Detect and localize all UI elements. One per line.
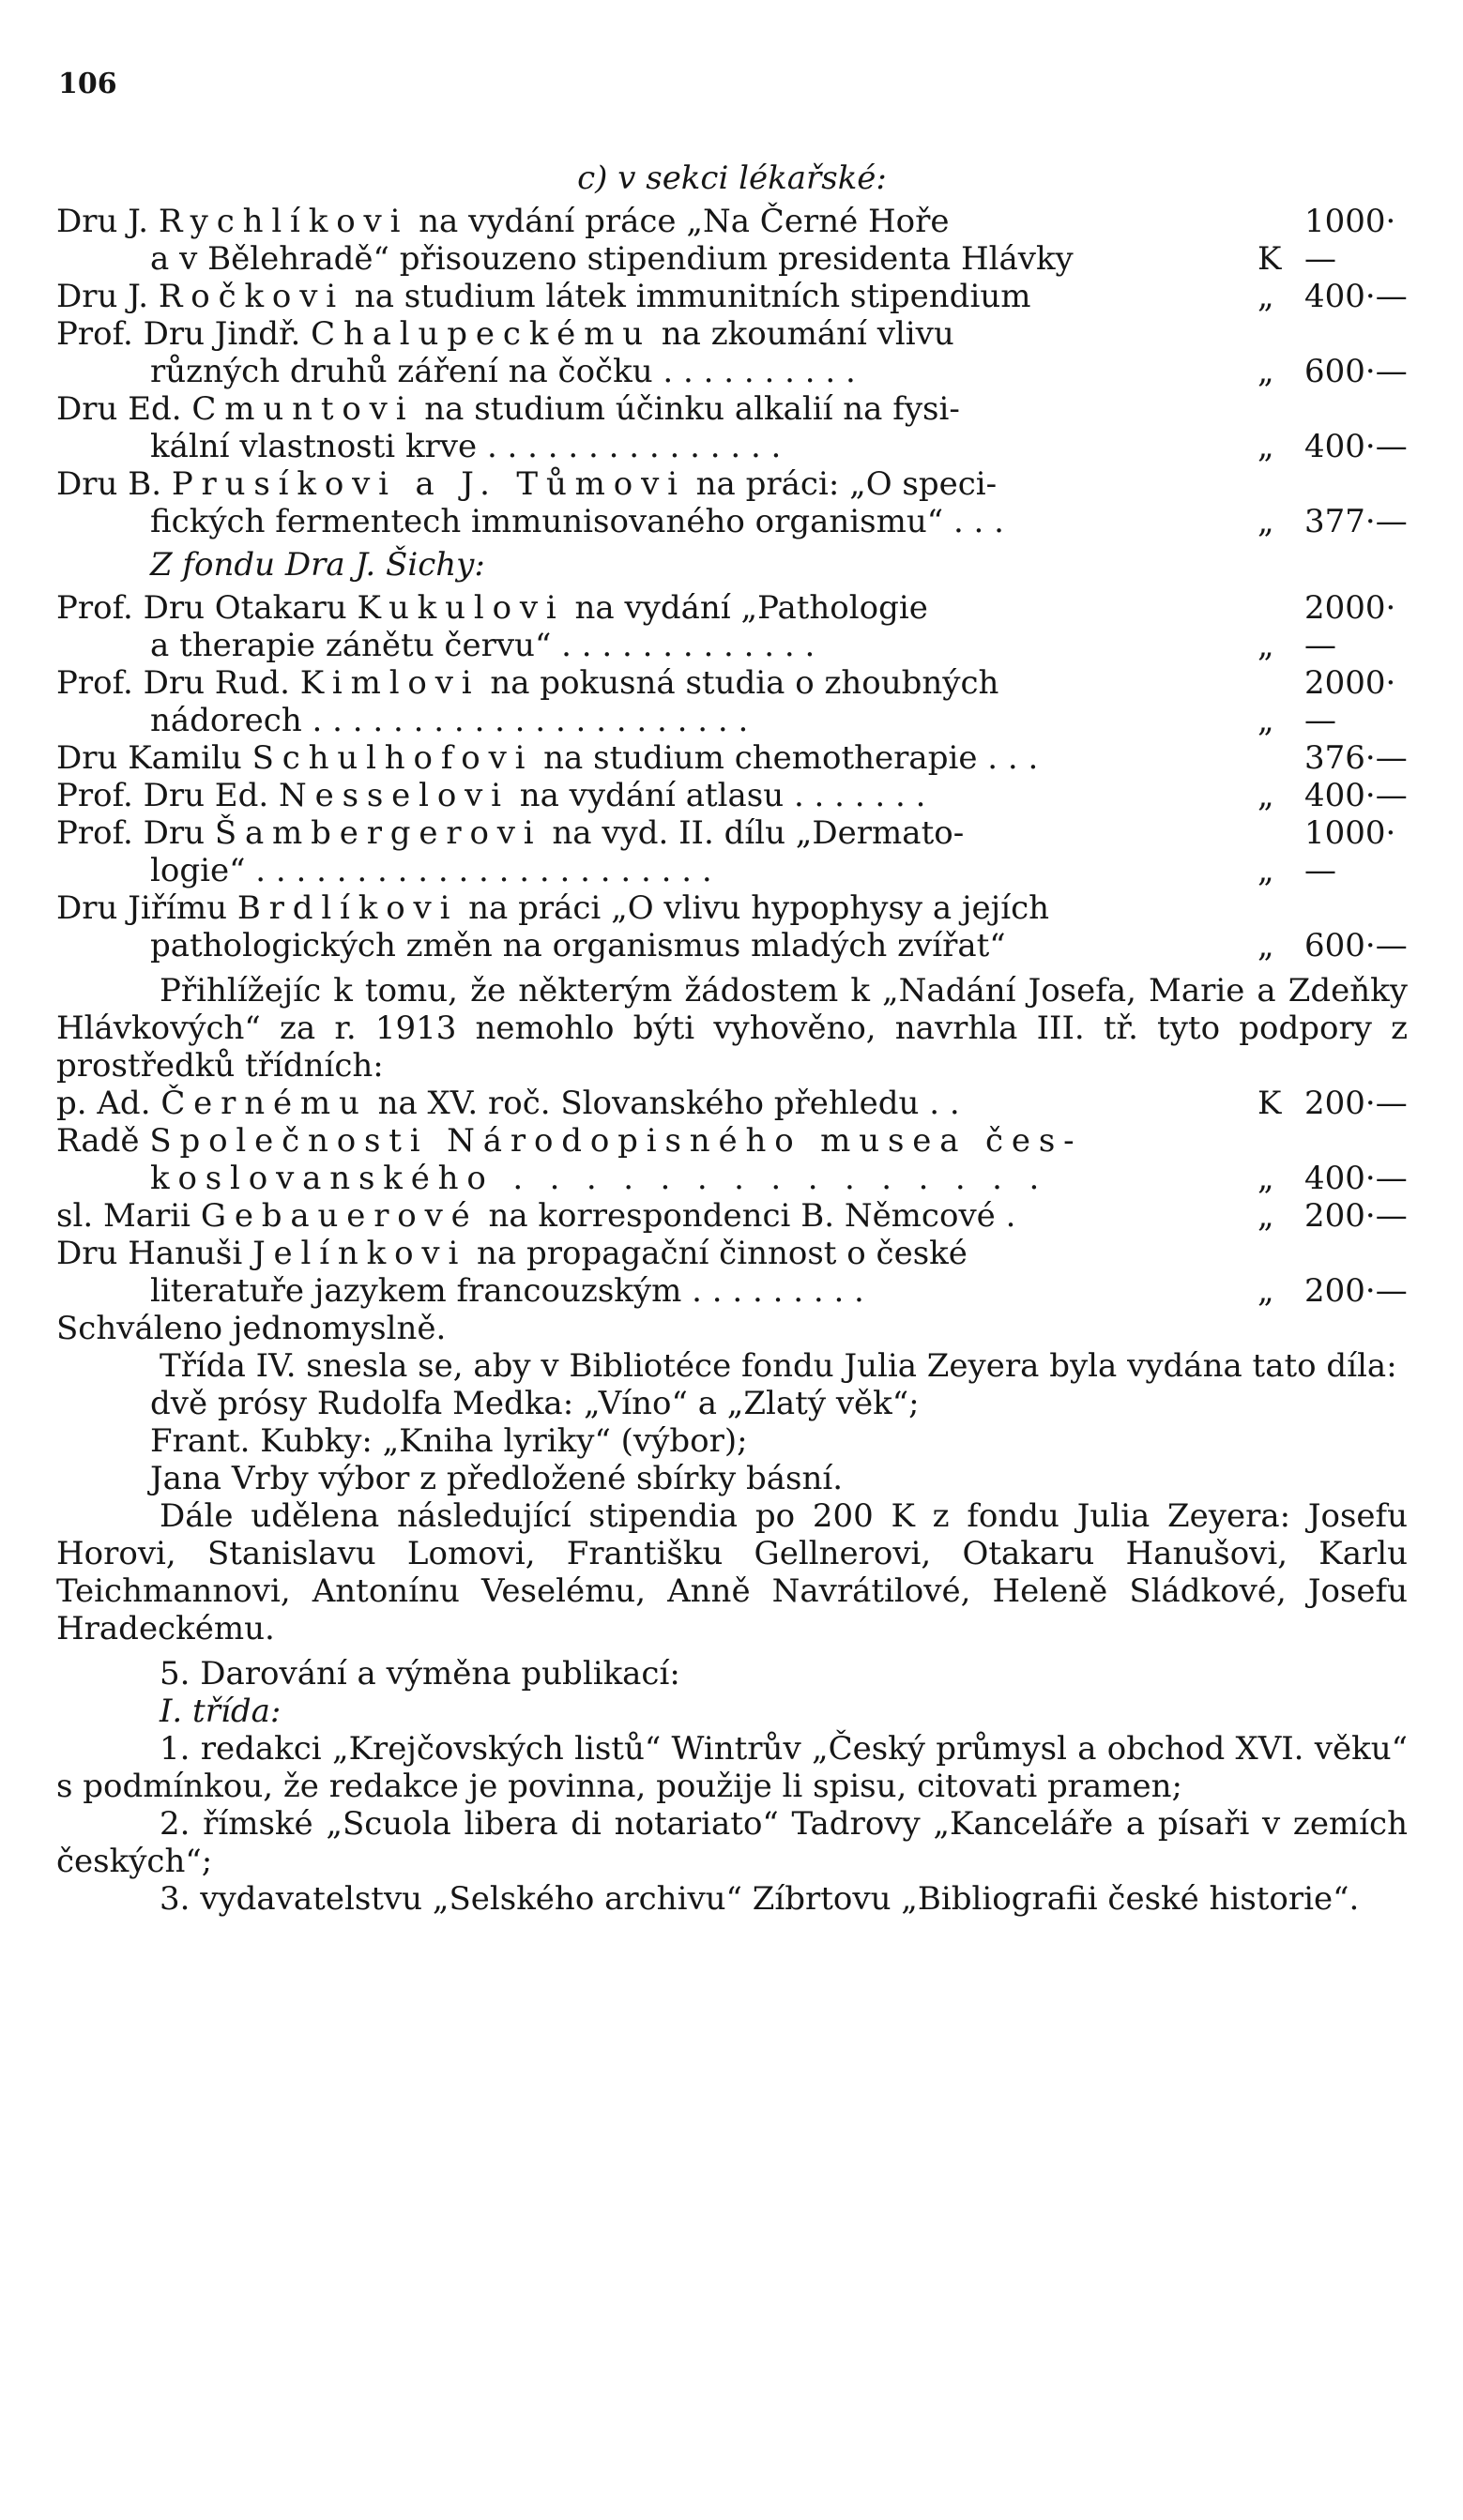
stipend-list-b (56, 589, 1408, 964)
amount: 400·— (1304, 428, 1408, 465)
fund-heading: Z fondu Dra J. Šichy: (150, 546, 485, 584)
stipend-entry: Prof. Dru Jindř. Chalupeckému na zkoumání vlivu různých druhů záření na čočku . . . . . . . . . . „ 600·— (56, 315, 1408, 390)
section5-title: 5. Darování a výměna publikací: (160, 1655, 680, 1693)
stipend-entry: Dru B. Prusíkovi a J. Tůmovi na práci: „O speci- fických fermentech immunisovaného organismu“ . . . „ 377·— (56, 465, 1408, 540)
stipend-entry: Dru J. Rychlíkovi na vydání práce „Na Černé Hoře a v Bělehradě“ přisouzeno stipendium presidenta Hlávky K 1000·— (56, 203, 1408, 278)
work-item: Jana Vrby výbor z předložené sbírky básní. (150, 1460, 844, 1497)
stipend-entry: Prof. Dru Šambergerovi na vyd. II. dílu „Dermato- logie“ . . . . . . . . . . . . . . . . . . . . . . . „ 1000·— (56, 814, 1408, 889)
amount: 1000·— (1304, 203, 1396, 278)
amount: 600·— (1304, 927, 1408, 964)
currency-mark: „ (1257, 777, 1274, 814)
donation-item: 2. římské „Scuola libera di notariato“ Tadrovy „Kanceláře a písaři v zemích českých“; (56, 1805, 1408, 1880)
approved-note: Schváleno jednomyslně. (56, 1310, 447, 1347)
amount: 600·— (1304, 353, 1408, 390)
stipend-list-a (56, 203, 1408, 540)
stipend-entry: Dru Ed. Cmuntovi na studium účinku alkalií na fysi- kální vlastnosti krve . . . . . . . . . . . . . . . „ 400·— (56, 390, 1408, 465)
amount: 200·— (1304, 1197, 1408, 1235)
support-list (56, 1085, 1408, 1310)
class1-title: I. třída: (160, 1693, 282, 1730)
stipend-entry: Prof. Dru Rud. Kimlovi na pokusná studia o zhoubných nádorech . . . . . . . . . . . . . . . . . . . . . . „ 2000·— (56, 664, 1408, 739)
class4-intro: Třída IV. snesla se, aby v Bibliotéce fondu Julia Zeyera byla vydána tato díla: (160, 1347, 1397, 1385)
paragraph-hlavka: Přihlížejíc k tomu, že některým žádostem k „Nadání Josefa, Marie a Zdeňky Hlávkových“ za r. 1913 nemohlo býti vyhověno, navrhla III. tř. tyto podpory z prostředků třídních: (56, 972, 1408, 1085)
currency-mark: „ (1257, 627, 1274, 664)
work-item: Frant. Kubky: „Kniha lyriky“ (výbor); (150, 1422, 748, 1460)
page-number: 106 (58, 68, 117, 100)
work-item: dvě prósy Rudolfa Medka: „Víno“ a „Zlatý věk“; (150, 1385, 920, 1422)
amount: 200·— (1304, 1085, 1408, 1122)
amount: 1000·— (1304, 814, 1396, 889)
currency-mark: „ (1257, 1160, 1274, 1197)
currency-mark: „ (1257, 927, 1274, 964)
currency-mark: „ (1257, 353, 1274, 390)
support-entry: Dru Hanuši Jelínkovi na propagační činnost o české literatuře jazykem francouzským . . . . . . . . . „ 200·— (56, 1235, 1408, 1310)
donation-item: 1. redakci „Krejčovských listů“ Wintrův „Český průmysl a obchod XVI. věku“ s podmínkou, že redakce je povinna, použije li spisu, citovati pramen; (56, 1730, 1408, 1805)
support-entry: Radě Společnosti Národopisného musea čes- koslovanského . . . . . . . . . . . . . . . „ 400·— (56, 1122, 1408, 1197)
works-list (56, 1385, 1408, 1497)
amount: 400·— (1304, 777, 1408, 814)
currency-mark: „ (1257, 1197, 1274, 1235)
amount: 400·— (1304, 278, 1408, 315)
page-body (56, 159, 1408, 1918)
currency-mark: „ (1257, 278, 1274, 315)
zeyer-stipends: Dále udělena následující stipendia po 200 K z fondu Julia Zeyera: Josefu Horovi, Stanislavu Lomovi, Františku Gellnerovi, Otakaru Hanušovi, Karlu Teichmannovi, Antonínu Veselému, Anně Navrátilové, Heleně Sládkové, Josefu Hradeckému. (56, 1497, 1408, 1647)
stipend-entry: Prof. Dru Otakaru Kukulovi na vydání „Pathologie a therapie zánětu červu“ . . . . . . . . . . . . . „ 2000·— (56, 589, 1408, 664)
support-entry: sl. Marii Gebauerové na korrespondenci B. Němcové . „ 200·— (56, 1197, 1408, 1235)
donation-item: 3. vydavatelstvu „Selského archivu“ Zíbrtovu „Bibliografii české historie“. (160, 1880, 1360, 1918)
support-entry: p. Ad. Černému na XV. roč. Slovanského přehledu . . K 200·— (56, 1085, 1408, 1122)
currency-mark: K (1257, 240, 1282, 278)
amount: 200·— (1304, 1272, 1408, 1310)
currency-mark: „ (1257, 1272, 1274, 1310)
donations-list (56, 1730, 1408, 1918)
amount: 377·— (1304, 503, 1408, 540)
stipend-entry: Prof. Dru Ed. Nesselovi na vydání atlasu . . . . . . . „ 400·— (56, 777, 1408, 814)
stipend-entry: Dru Kamilu Schulhofovi na studium chemotherapie . . . 376·— (56, 739, 1408, 777)
stipend-entry: Dru Jiřímu Brdlíkovi na práci „O vlivu hypophysy a jejích pathologických změn na organismus mladých zvířat“ „ 600·— (56, 889, 1408, 964)
amount: 2000·— (1304, 664, 1396, 739)
amount: 400·— (1304, 1160, 1408, 1197)
stipend-entry: Dru J. Ročkovi na studium látek immunitních stipendium „ 400·— (56, 278, 1408, 315)
currency-mark: K (1257, 1085, 1282, 1122)
currency-mark: „ (1257, 852, 1274, 889)
section-c-title: c) v sekci lékařské: (577, 159, 887, 197)
amount: 376·— (1304, 739, 1408, 777)
currency-mark: „ (1257, 428, 1274, 465)
currency-mark: „ (1257, 702, 1274, 739)
currency-mark: „ (1257, 503, 1274, 540)
amount: 2000·— (1304, 589, 1396, 664)
